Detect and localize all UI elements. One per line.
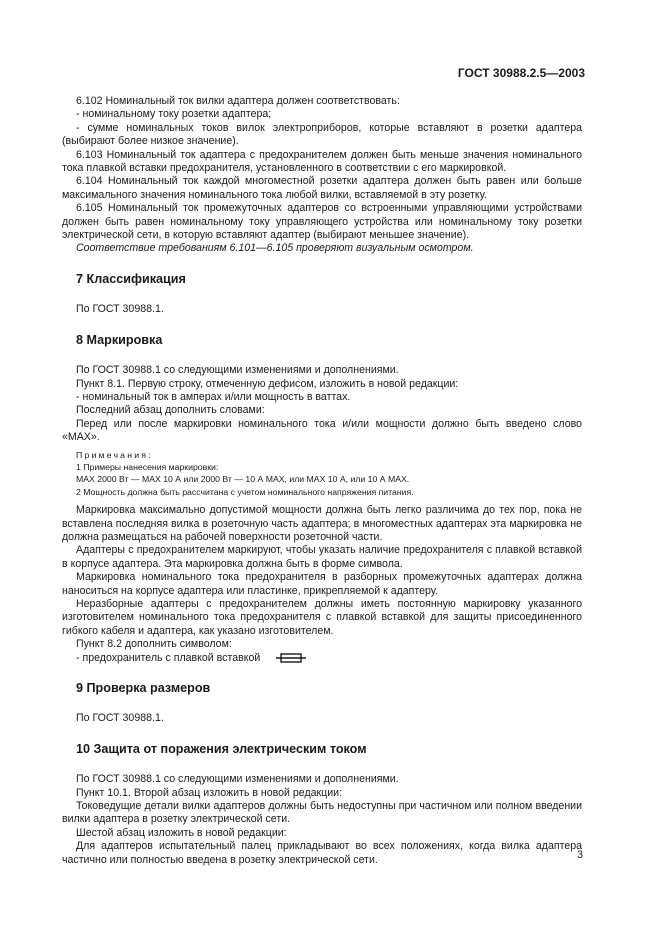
standard-code-header: ГОСТ 30988.2.5—2003	[457, 66, 585, 80]
section-9-text: По ГОСТ 30988.1.	[76, 712, 164, 725]
section-10-line-3: Токоведущие детали вилки адаптеров должны быть недоступны при частичном или полном введении вилки адаптера в розетку электрической сети.	[62, 800, 582, 826]
note-1-examples: МАХ 2000 Вт — МАХ 10 А или 2000 Вт — 10 А МАХ, или МАХ 10 А, или 10 А МАХ.	[76, 474, 410, 485]
section-7-title: 7 Классификация	[76, 271, 186, 286]
notes-title: Примечания:	[76, 449, 153, 460]
section-10-line-1: По ГОСТ 30988.1 со следующими изменениями и дополнениями.	[76, 773, 399, 786]
section-8-line-1: По ГОСТ 30988.1 со следующими изменениями и дополнениями.	[76, 364, 399, 377]
clause-6-105: 6.105 Номинальный ток промежуточных адаптеров со встроенными управляющими устройствами должен быть равен номинальному току управляющего устройства или номинальному току розетки электрической сети, в которую вставляют адаптер (выбирают меньшее значение).	[62, 202, 582, 242]
page-number: 3	[577, 849, 583, 861]
note-2: 2 Мощность должна быть рассчитана с учетом номинального напряжения питания.	[76, 486, 414, 497]
section-8-para-1: Маркировка максимально допустимой мощности должна быть легко различима до тех пор, пока не вставлена последняя вилка в розеточную часть адаптера; в многоместных адаптерах эта маркировка не должна размещаться на рабочей поверхности розеточной части.	[62, 504, 582, 543]
clause-6-102-item-a: - номинальному току розетки адаптера;	[76, 108, 272, 121]
section-8-para-5: Пункт 8.2 дополнить символом:	[76, 638, 232, 651]
page-content	[62, 95, 582, 867]
section-10-line-4: Шестой абзац изложить в новой редакции:	[76, 826, 287, 839]
clause-6-103: 6.103 Номинальный ток адаптера с предохранителем должен быть меньше значения номинального тока плавкой вставки предохранителя, установленного в соответствии с его маркировкой.	[62, 148, 582, 175]
section-9-title: 9 Проверка размеров	[76, 681, 211, 696]
clause-6-102: 6.102 Номинальный ток вилки адаптера должен соответствовать:	[76, 95, 400, 107]
compliance-check: Соответствие требованиям 6.101—6.105 проверяют визуальным осмотром.	[76, 242, 474, 255]
section-8-para-3: Маркировка номинального тока предохранителя в разборных промежуточных адаптерах должна наноситься на корпусе адаптера или пластинке, прикрепляемой к адаптеру.	[62, 571, 582, 597]
note-1: 1 Примеры нанесения маркировки:	[76, 461, 219, 472]
section-8-line-2: Пункт 8.1. Первую строку, отмеченную дефисом, изложить в новой редакции:	[76, 377, 459, 390]
section-8-para-2: Адаптеры с предохранителем маркируют, чтобы указать наличие предохранителя с плавкой вставкой в корпусе адаптера. Эта маркировка должна быть в форме символа.	[62, 544, 582, 570]
clause-6-104: 6.104 Номинальный ток каждой многоместной розетки адаптера должен быть равен или больше максимального значения номинального тока любой вилки, вставляемой в эту розетку.	[62, 175, 582, 201]
section-10-title: 10 Защита от поражения электрическим током	[76, 741, 367, 756]
fuse-symbol-icon	[276, 652, 306, 664]
fuse-symbol-row	[62, 652, 582, 665]
fuse-symbol-label: - предохранитель с плавкой вставкой	[76, 651, 261, 664]
section-8-line-5: Перед или после маркировки номинального тока и/или мощности должно быть введено слово «МАХ».	[62, 417, 582, 444]
section-8-line-4: Последний абзац дополнить словами:	[76, 404, 265, 417]
section-10-line-2: Пункт 10.1. Второй абзац изложить в новой редакции:	[76, 786, 343, 799]
section-7-text: По ГОСТ 30988.1.	[76, 303, 164, 316]
clause-6-102-item-b: - сумме номинальных токов вилок электроприборов, которые вставляют в розетки адаптера (выбирают более низкое значение).	[62, 121, 582, 148]
section-8-title: 8 Маркировка	[76, 332, 163, 347]
section-10-line-5: Для адаптеров испытательный палец прикладывают во всех положениях, когда вилка адаптера частично или полностью введена в розетку электрической сети.	[62, 840, 582, 866]
section-8-line-3: - номинальный ток в амперах и/или мощность в ваттах.	[76, 390, 351, 403]
section-8-para-4: Неразборные адаптеры с предохранителем должны иметь постоянную маркировку указанного изготовителем номинального тока предохранителя с плавкой вставкой для защиты присоединенного гибкого кабеля и адаптера, как указано изготовителем.	[62, 598, 582, 637]
